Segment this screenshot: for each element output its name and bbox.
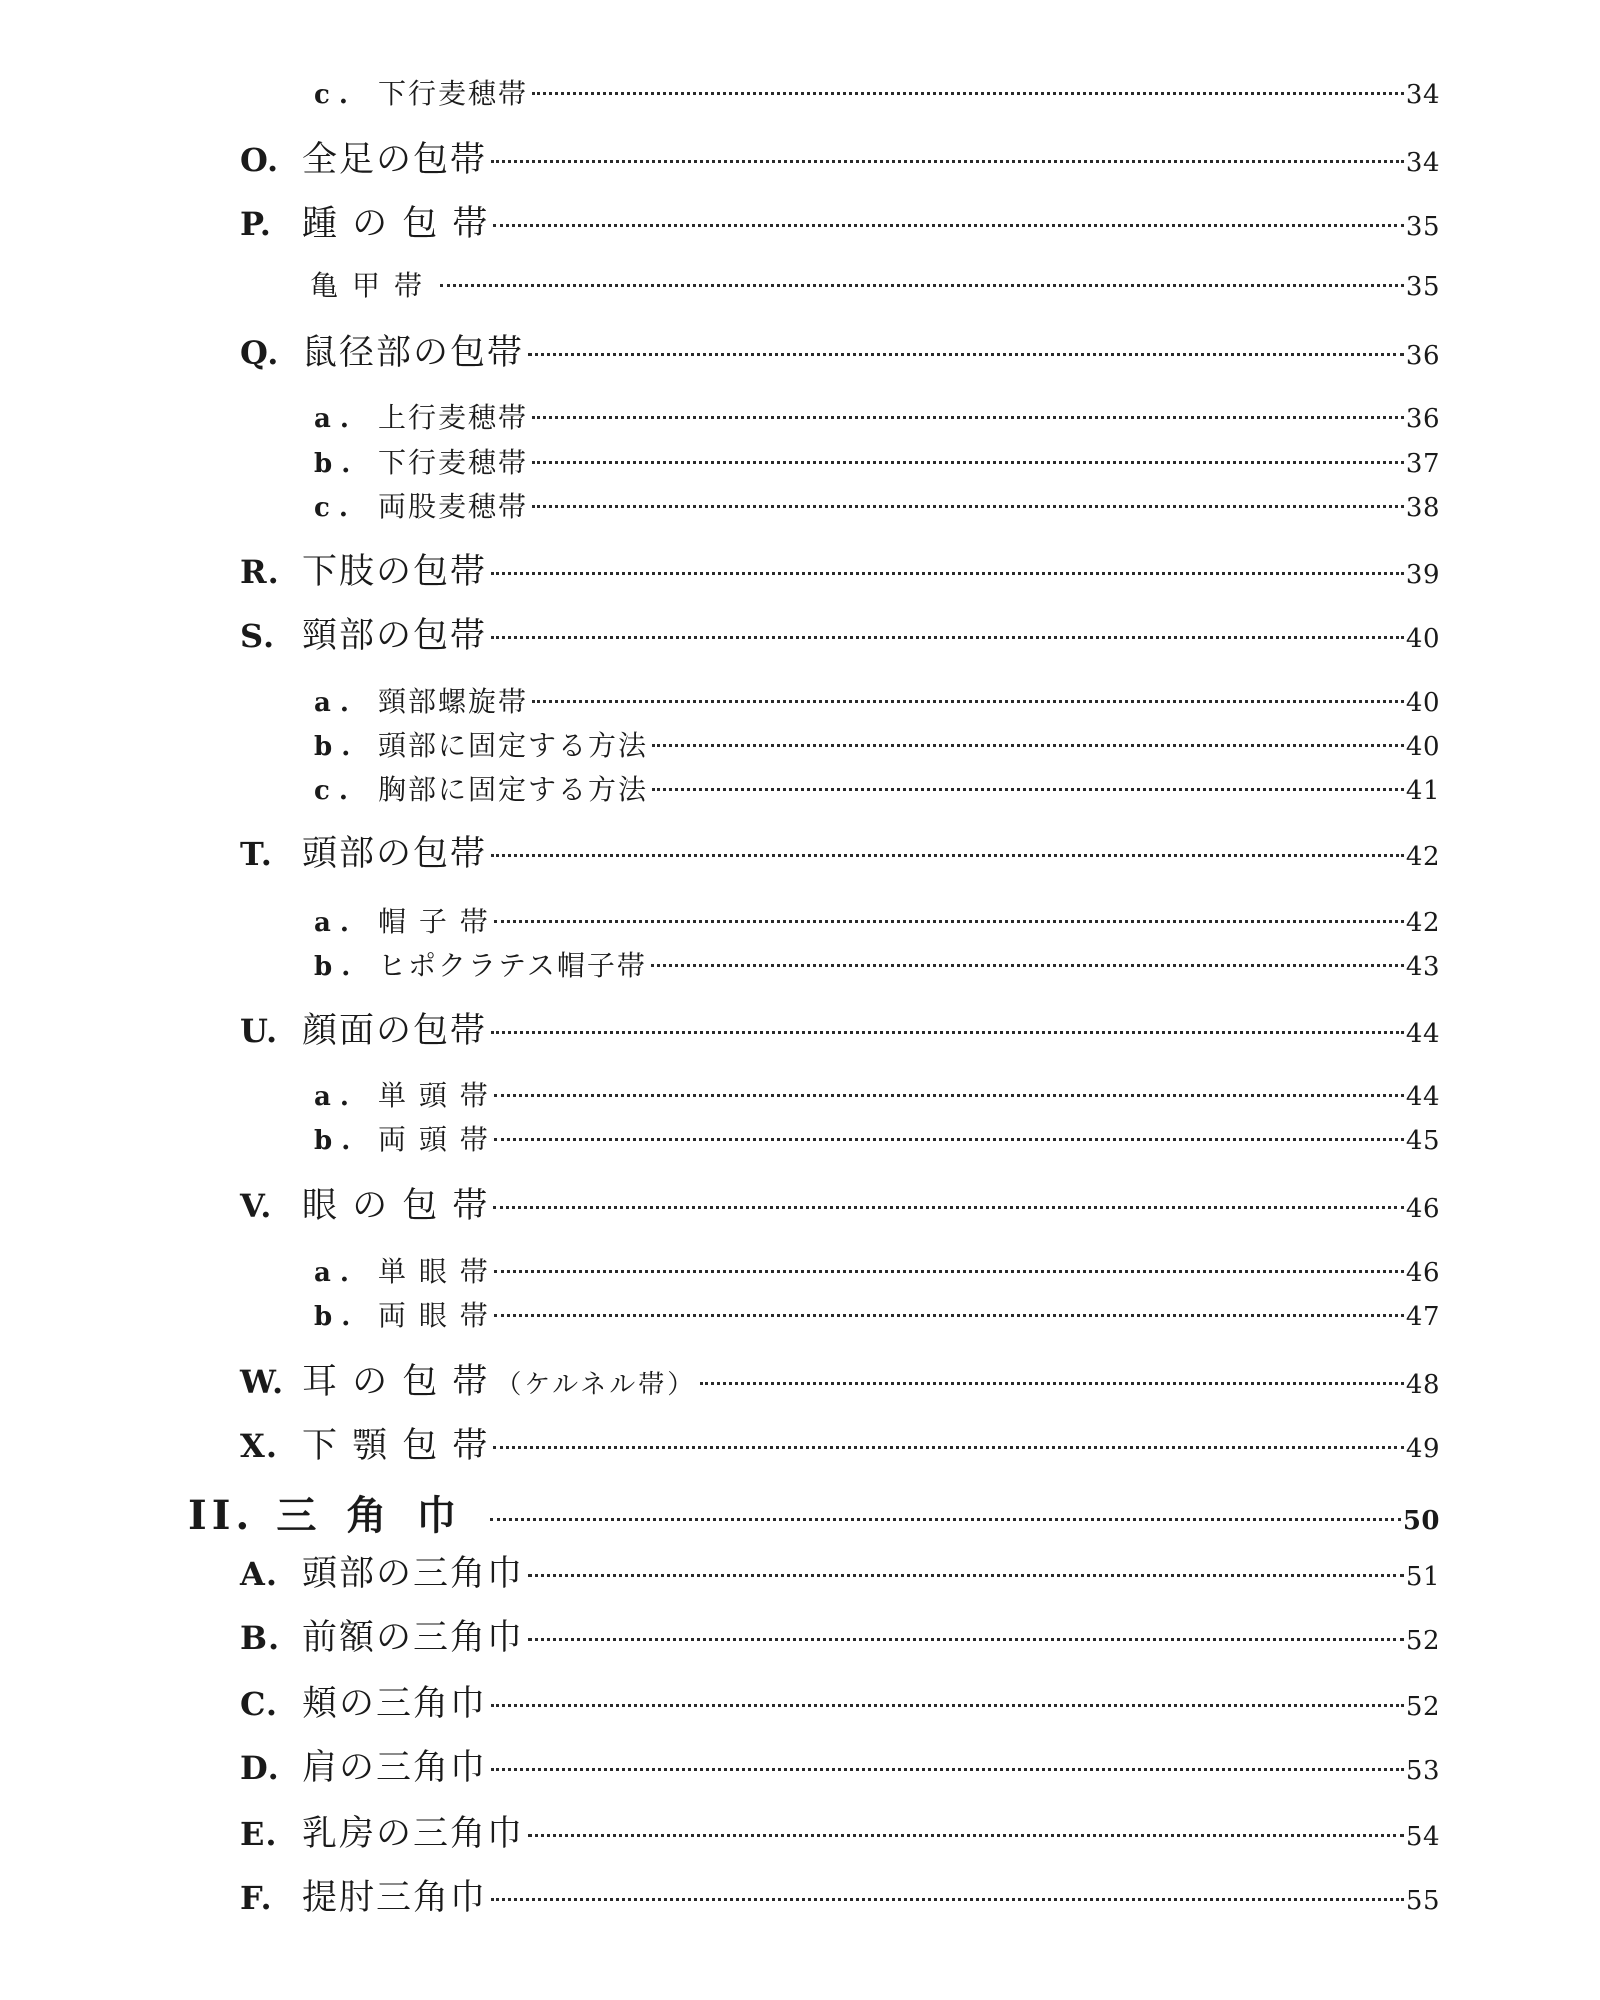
entry-label: a . [314,1082,349,1112]
dot-leader [532,700,1404,703]
dot-leader [532,505,1404,508]
dot-leader [528,1638,1404,1641]
entry-title: 踵 の 包 帯 [302,204,490,244]
page-number: 52 [1405,1692,1440,1722]
dot-leader [700,1382,1404,1385]
toc-entry[interactable] [314,72,1440,112]
page-number: 38 [1405,493,1440,523]
entry-label: b . [314,1302,351,1332]
entry-title: 頸部螺旋帯 [378,685,529,718]
entry-title: 頭部に固定する方法 [378,729,649,762]
toc-entry[interactable] [314,1294,1440,1334]
dot-leader [491,572,1404,575]
page-number: 36 [1405,404,1440,434]
toc-entry[interactable] [240,325,1440,375]
page-number: 49 [1405,1434,1440,1464]
dot-leader [528,1834,1404,1837]
dot-leader [491,636,1404,639]
entry-title: 下 顎 包 帯 [302,1426,490,1466]
page-number: 51 [1405,1562,1440,1592]
toc-entry[interactable] [314,1250,1440,1290]
entry-title: 帽 子 帯 [378,905,490,938]
dot-leader [491,160,1404,163]
entry-title: 頭部の三角巾 [302,1554,525,1594]
page-number: 54 [1405,1822,1440,1852]
page-number: 41 [1405,776,1440,806]
page-number: 47 [1405,1302,1440,1332]
entry-title: 乳房の三角巾 [302,1814,525,1854]
dot-leader [491,1031,1404,1034]
dot-leader [494,1270,1404,1273]
toc-entry[interactable] [240,608,1440,658]
entry-title: 頭部の包帯 [302,834,488,874]
toc-entry[interactable] [314,900,1440,940]
entry-label: W. [240,1363,285,1401]
entry-label: a . [314,908,349,938]
entry-label: S. [240,617,276,655]
page-number: 55 [1405,1886,1440,1916]
entry-label: a . [314,1258,349,1288]
toc-entry[interactable] [314,396,1440,436]
dot-leader [491,1704,1404,1707]
entry-title: 眼 の 包 帯 [302,1186,490,1226]
toc-entry[interactable] [240,132,1440,182]
toc-entry[interactable] [310,264,1440,304]
entry-label: E. [240,1815,278,1853]
entry-title: 単 頭 帯 [378,1079,490,1112]
toc-entry[interactable] [240,1003,1440,1053]
toc-entry[interactable] [314,1074,1440,1114]
toc-entry[interactable] [314,768,1440,808]
entry-label: c . [314,493,348,523]
toc-entry[interactable] [240,1740,1440,1790]
dot-leader [532,92,1404,95]
toc-entry[interactable] [240,1610,1440,1660]
entry-label: B. [240,1619,281,1657]
entry-title: 前額の三角巾 [302,1618,525,1658]
entry-label: R. [240,553,280,591]
entry-label: b . [314,732,351,762]
entry-title: 胸部に固定する方法 [378,773,649,806]
page-number: 39 [1405,560,1440,590]
dot-leader [528,353,1404,356]
dot-leader [532,461,1404,464]
toc-entry[interactable] [240,826,1440,876]
page-number: 35 [1405,272,1440,302]
page-number: 50 [1402,1506,1440,1536]
dot-leader [494,1314,1404,1317]
entry-label: c . [314,776,348,806]
page-number: 34 [1405,148,1440,178]
entry-label: C. [240,1685,279,1723]
entry-label: F. [240,1879,273,1917]
toc-entry[interactable] [240,1178,1440,1228]
entry-title: 上行麦穂帯 [378,401,529,434]
dot-leader [491,1768,1404,1771]
entry-title: 鼠径部の包帯 [302,333,525,373]
page-number: 35 [1405,212,1440,242]
page-number: 46 [1405,1258,1440,1288]
entry-title: 下行麦穂帯 [378,446,529,479]
entry-title: 頸部の包帯 [302,616,488,656]
toc-entry[interactable] [314,441,1440,481]
dot-leader [490,1518,1400,1521]
page-number: 40 [1405,624,1440,654]
dot-leader [528,1574,1404,1577]
chapter-numeral: II. [188,1492,255,1539]
entry-label: a . [314,688,349,718]
entry-title: 頬の三角巾 [302,1684,488,1724]
page-number: 40 [1405,732,1440,762]
entry-title: 顔面の包帯 [302,1011,488,1051]
entry-label: X. [240,1427,278,1465]
page-number: 44 [1405,1082,1440,1112]
entry-label: b . [314,449,351,479]
entry-title: 両 眼 帯 [378,1299,490,1332]
page-number: 46 [1405,1194,1440,1224]
page-number: 44 [1405,1019,1440,1049]
entry-note: （ケルネル帯） [495,1370,697,1400]
page-number: 34 [1405,80,1440,110]
entry-label: U. [240,1012,279,1050]
entry-label: c . [314,80,348,110]
dot-leader [440,284,1404,287]
page-number: 42 [1405,908,1440,938]
toc-entry[interactable] [240,1676,1440,1726]
entry-label: T. [240,835,273,873]
toc-entry[interactable] [314,680,1440,720]
dot-leader [493,1446,1404,1449]
dot-leader [652,788,1404,791]
toc-entry[interactable] [240,1870,1440,1920]
toc-entry[interactable] [314,1118,1440,1158]
page-number: 36 [1405,341,1440,371]
entry-title: 肩の三角巾 [302,1748,488,1788]
toc-entry[interactable] [240,1354,1440,1404]
entry-label: A. [240,1555,278,1593]
dot-leader [493,224,1404,227]
entry-title: 耳 の 包 帯 [302,1362,490,1402]
entry-title: 両股麦穂帯 [378,490,529,523]
entry-label: Q. [240,334,280,372]
toc-entry[interactable] [240,1806,1440,1856]
toc-entry[interactable] [240,196,1440,246]
toc-entry[interactable] [314,724,1440,764]
page-number: 52 [1405,1626,1440,1656]
entry-title: 単 眼 帯 [378,1255,490,1288]
entry-title: 両 頭 帯 [378,1123,490,1156]
dot-leader [532,416,1404,419]
dot-leader [491,854,1404,857]
page-number: 53 [1405,1756,1440,1786]
toc-chapter-entry[interactable] [188,1484,1440,1541]
toc-entry[interactable] [240,1418,1440,1468]
entry-label: b . [314,952,351,982]
dot-leader [491,1898,1404,1901]
page-number: 48 [1405,1370,1440,1400]
page-number: 42 [1405,842,1440,872]
entry-title: 提肘三角巾 [302,1878,488,1918]
entry-label: O. [240,141,280,179]
entry-title: 亀甲帯 [310,269,437,302]
chapter-title: 三角巾 [276,1492,487,1539]
entry-title: 下肢の包帯 [302,552,488,592]
entry-label: b . [314,1126,351,1156]
page-number: 45 [1405,1126,1440,1156]
dot-leader [493,1206,1404,1209]
entry-label: a . [314,404,349,434]
toc-entry[interactable] [314,944,1440,984]
toc-entry[interactable] [240,1546,1440,1596]
entry-label: D. [240,1749,280,1787]
entry-label: P. [240,205,272,243]
entry-title: 全足の包帯 [302,140,488,180]
dot-leader [651,964,1404,967]
entry-title: 下行麦穂帯 [378,77,529,110]
entry-title: ヒポクラテス帽子帯 [378,949,647,982]
toc-entry[interactable] [240,544,1440,594]
dot-leader [494,920,1404,923]
toc-entry[interactable] [314,485,1440,525]
entry-label: V. [240,1187,273,1225]
dot-leader [652,744,1404,747]
dot-leader [494,1094,1404,1097]
page-number: 43 [1405,952,1440,982]
dot-leader [494,1138,1404,1141]
page-number: 40 [1405,688,1440,718]
page-number: 37 [1405,449,1440,479]
